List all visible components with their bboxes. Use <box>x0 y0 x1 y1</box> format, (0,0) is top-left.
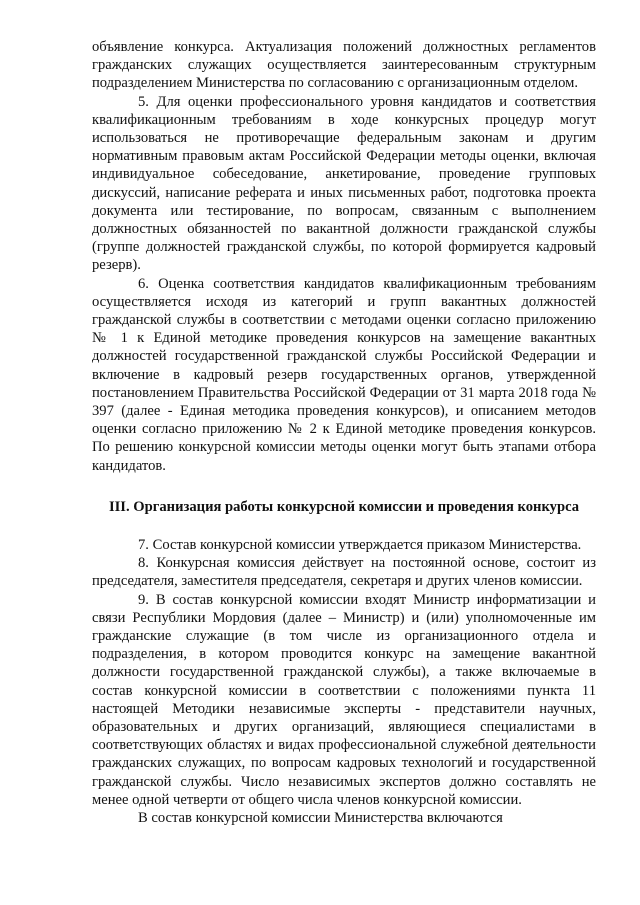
paragraph-continuation: объявление конкурса. Актуализация положений должностных регламентов гражданских служащих осуществляется заинтересованным структурным подразделением Министерства по согласованию с организационным отделом. <box>92 39 596 92</box>
section-heading: III. Организация работы конкурсной комиссии и проведения конкурса <box>108 499 580 515</box>
body-text-lower <box>92 536 596 827</box>
paragraph-6: 6. Оценка соответствия кандидатов квалификационным требованиям осуществляется исходя из категорий и групп вакантных должностей гражданской службы в соответствии с методами оценки согласно приложению № 1 к Единой методике проведения конкурсов на замещение вакантных должностей государственной гражданской службы Российской Федерации и включение в кадровый резерв государственных органов, утвержденной постановлением Правительства Российской Федерации от 31 марта 2018 года № 397 (далее - Единая методика проведения конкурсов), и описанием методов оценки согласно приложению № 2 к Единой методике проведения конкурсов. По решению конкурсной комиссии методы оценки могут быть этапами отбора кандидатов. <box>92 275 596 474</box>
paragraph-5: 5. Для оценки профессионального уровня кандидатов и соответствия квалификационным требованиям в ходе конкурсных процедур могут использоваться не противоречащие федеральным законам и другим нормативным правовым актам Российской Федерации методы оценки, включая индивидуальное собеседование, анкетирование, проведение групповых дискуссий, написание реферата и иных письменных работ, подготовка проекта документа или тестирование, по вопросам, связанным с выполнением должностных обязанностей по вакантной должности гражданской службы (группе должностей гражданской службы, по которой формируется кадровый резерв). <box>92 93 596 274</box>
body-text-upper <box>92 38 596 475</box>
paragraph-10-start: В состав конкурсной комиссии Министерства включаются <box>138 810 503 827</box>
paragraph-8: 8. Конкурсная комиссия действует на постоянной основе, состоит из председателя, заместителя председателя, секретаря и других членов комиссии. <box>92 555 596 590</box>
paragraph-9: 9. В состав конкурсной комиссии входят Министр информатизации и связи Республики Мордовия (далее – Министр) и (или) уполномоченные им гражданские служащие (в том числе из организационного отдела и подразделения, в котором проводится конкурс на замещение вакантной должности государственной гражданской службы), а также включаемые в состав конкурсной комиссии в соответствии с положениями пункта 11 настоящей Методики независимые эксперты - представители научных, образовательных и других организаций, являющиеся специалистами в соответствующих областях и видах профессиональной служебной деятельности гражданских служащих, по вопросам кадровых технологий и государственной гражданской службы. Число независимых экспертов должно составлять не менее одной четверти от общего числа членов конкурсной комиссии. <box>92 591 596 808</box>
paragraph-7: 7. Состав конкурсной комиссии утверждается приказом Министерства. <box>138 537 582 553</box>
